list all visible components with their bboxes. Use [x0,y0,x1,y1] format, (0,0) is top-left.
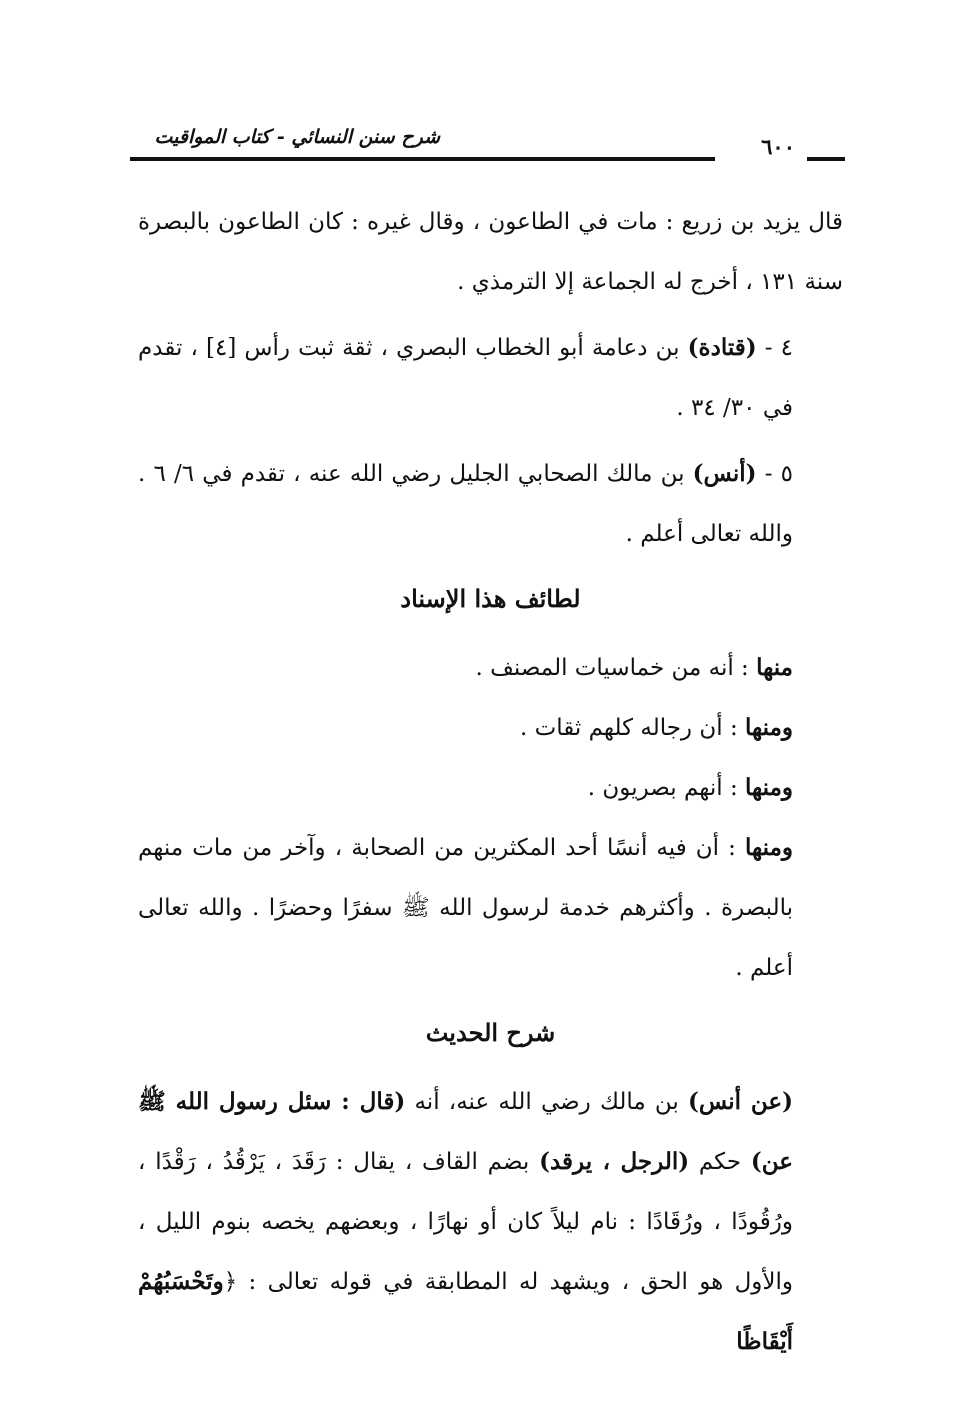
isnad-point-lead: ومنها [745,834,793,861]
section-heading-isnad: لطائف هذا الإسناد [400,584,581,613]
isnad-point-text: : أنهم بصريون . [587,775,746,801]
header-dash [807,157,845,161]
hadith-text-3: بضم القاف ، يقال : رَقَدَ ، يَرْقُدُ ، رَقْدًا ، ورُقُودًا ، ورُقَادًا : نام ليلاً كان أو نهارًا ، وبعضهم يخصه بنوم الليل ، والأول هو الحق ، ويشهد له المطابقة في قوله تعالى : ﴿ [138,1149,793,1295]
isnad-point-lead: ومنها [745,774,793,801]
isnad-point-text: : أن رجاله كلهم ثقات . [519,715,746,741]
narrator-5-paragraph [138,444,843,564]
isnad-point-4 [138,818,843,998]
narrator-4-name: (قتادة) [687,334,757,361]
page-header [130,122,845,168]
quran-quote: وتَحْسَبُهُمْ أَيْقَاظًا [138,1268,793,1355]
isnad-point-text: : أن فيه أنسًا أحد المكثرين من الصحابة ، وآخر من مات منهم بالبصرة . وأكثرهم خدمة لرسول الله ﷺ سفرًا وحضرًا . والله تعالى أعلم . [138,835,793,981]
narrator-4-text: بن دعامة أبو الخطاب البصري ، ثقة ثبت رأس [٤] ، تقدم في ٣٠/ ٣٤ . [138,335,793,421]
hadith-text-1: بن مالك رضي الله عنه، أنه [405,1089,688,1115]
isnad-point-lead: منها [756,654,793,681]
hadith-explanation-paragraph [138,1072,843,1372]
isnad-point-1 [138,638,843,698]
narrator-5-text: بن مالك الصحابي الجليل رضي الله عنه ، تقدم في ٦/ ٦ . والله تعالى أعلم . [138,461,793,547]
isnad-point-3 [138,758,843,818]
running-title: شرح سنن النسائي - كتاب المواقيت [154,126,440,148]
narrator-5-name: (أنس) [692,460,757,487]
hadith-quote-3: (الرجل ، يرقد) [539,1148,690,1175]
hadith-quote-1: (عن أنس) [687,1088,793,1115]
section-heading-hadith: شرح الحديث [425,1018,556,1047]
narrator-4-number: ٤ - [756,335,793,361]
hadith-text-2: حكم [689,1149,751,1175]
page-number: ٦٠٠ [761,134,795,159]
narrator-4-paragraph [138,318,843,438]
isnad-point-text: : أنه من خماسيات المصنف . [475,655,757,681]
isnad-point-lead: ومنها [745,714,793,741]
hadith-quote-2: (قال : سئل رسول الله ﷺ عن) [138,1088,793,1175]
narrator-5-number: ٥ - [756,461,794,487]
header-rule [130,157,715,161]
page-body [138,192,843,1372]
isnad-point-2 [138,698,843,758]
narrator-note-paragraph: قال يزيد بن زريع : مات في الطاعون ، وقال غيره : كان الطاعون بالبصرة سنة ١٣١ ، أخرج له الجماعة إلا الترمذي . [138,209,843,295]
